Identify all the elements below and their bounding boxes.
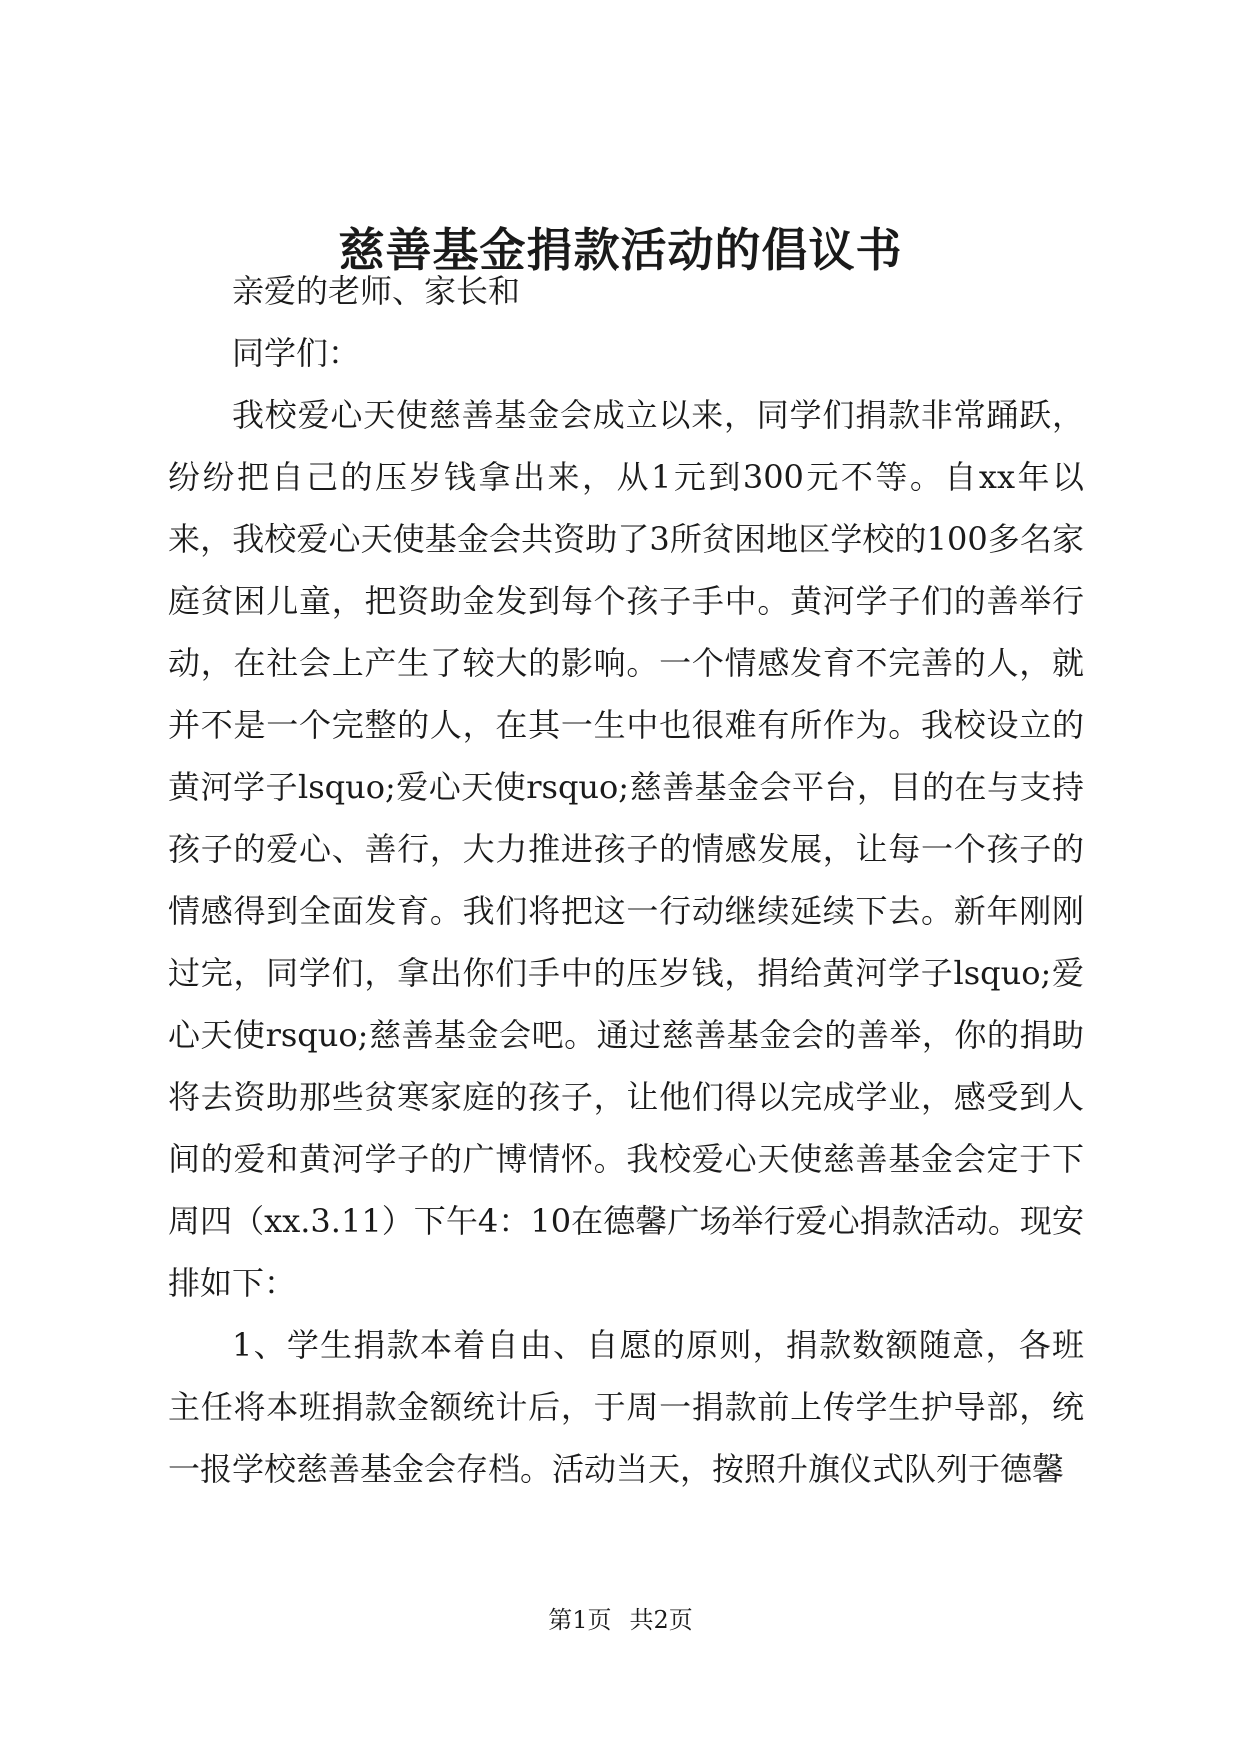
salutation-line-1: 亲爱的老师、家长和 bbox=[232, 272, 521, 310]
page-footer bbox=[0, 1604, 1241, 1636]
body-paragraph-1: 我校爱心天使慈善基金会成立以来，同学们捐款非常踊跃，纷纷把自己的压岁钱拿出来，从1元到300元不等。自xx年以来，我校爱心天使基金会共资助了3所贫困地区学校的100多名家庭贫困儿童，把资助金发到每个孩子手中。黄河学子们的善举行动，在社会上产生了较大的影响。一个情感发育不完善的人，就并不是一个完整的人，在其一生中也很难有所作为。我校设立的黄河学子lsquo;爱心天使rsquo;慈善基金会平台，目的在与支持孩子的爱心、善行，大力推进孩子的情感发展，让每一个孩子的情感得到全面发育。我们将把这一行动继续延续下去。新年刚刚过完，同学们，拿出你们手中的压岁钱，捐给黄河学子lsquo;爱心天使rsquo;慈善基金会吧。通过慈善基金会的善举，你的捐助将去资助那些贫寒家庭的孩子，让他们得以完成学业，感受到人间的爱和黄河学子的广博情怀。我校爱心天使慈善基金会定于下周四（xx.3.11）下午4：10在德馨广场举行爱心捐款活动。现安排如下： bbox=[168, 396, 1084, 1302]
document-body bbox=[168, 260, 1084, 1500]
page-number-total: 共2页 bbox=[629, 1606, 693, 1634]
document-title: 慈善基金捐款活动的倡议书 bbox=[338, 223, 903, 277]
page-number-current: 第1页 bbox=[548, 1606, 612, 1634]
body-paragraph-2: 1、学生捐款本着自由、自愿的原则，捐款数额随意，各班主任将本班捐款金额统计后，于周一捐款前上传学生护导部，统一报学校慈善基金会存档。活动当天，按照升旗仪式队列于德馨 bbox=[168, 1326, 1084, 1488]
salutation-line-2: 同学们： bbox=[232, 334, 361, 372]
